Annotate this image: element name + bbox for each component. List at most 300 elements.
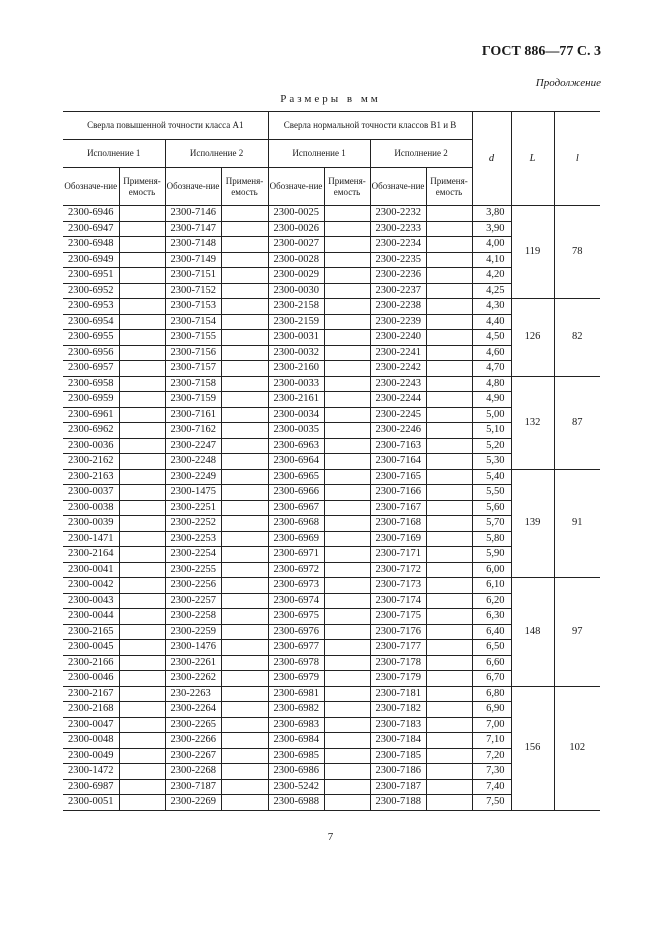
designation-a1-exec2: 2300-2255 (165, 562, 221, 578)
diameter-cell: 7,30 (472, 764, 511, 780)
applicability-cell (221, 764, 268, 780)
applicability-cell (119, 562, 165, 578)
diameter-cell: 6,70 (472, 671, 511, 687)
applicability-cell (324, 469, 370, 485)
designation-a1-exec1: 2300-2163 (63, 469, 119, 485)
length-L-cell: 132 (511, 376, 554, 469)
applicability-cell (324, 779, 370, 795)
table-row (63, 578, 600, 594)
designation-b-exec2: 2300-7184 (370, 733, 426, 749)
length-L-cell: 139 (511, 469, 554, 578)
applicability-cell (119, 764, 165, 780)
diameter-cell: 5,40 (472, 469, 511, 485)
diameter-cell: 6,80 (472, 686, 511, 702)
applicability-cell (221, 547, 268, 563)
length-l-cell: 97 (554, 578, 600, 687)
applicability-cell (119, 779, 165, 795)
applicability-cell (119, 531, 165, 547)
applicability-cell (324, 314, 370, 330)
designation-b-exec1: 2300-6974 (268, 593, 324, 609)
applicability-cell (221, 314, 268, 330)
designation-a1-exec1: 2300-6987 (63, 779, 119, 795)
applicability-cell (324, 795, 370, 811)
applicability-cell (426, 795, 472, 811)
designation-a1-exec2: 2300-2259 (165, 624, 221, 640)
diameter-cell: 7,20 (472, 748, 511, 764)
applicability-cell (119, 299, 165, 315)
diameter-cell: 4,25 (472, 283, 511, 299)
designation-b-exec2: 2300-7174 (370, 593, 426, 609)
designation-b-exec1: 2300-0035 (268, 423, 324, 439)
designation-a1-exec1: 2300-2164 (63, 547, 119, 563)
b-exec1-header: Исполнение 1 (268, 140, 370, 168)
designation-a1-exec1: 2300-6961 (63, 407, 119, 423)
applicability-cell (221, 469, 268, 485)
designation-a1-exec1: 2300-0037 (63, 485, 119, 501)
designation-a1-exec1: 2300-0047 (63, 717, 119, 733)
diameter-cell: 4,90 (472, 392, 511, 408)
applicability-cell (221, 562, 268, 578)
applicability-cell (426, 361, 472, 377)
applicability-cell (221, 252, 268, 268)
diameter-cell: 6,30 (472, 609, 511, 625)
applicability-cell (324, 330, 370, 346)
designation-b-exec2: 2300-7166 (370, 485, 426, 501)
applicability-cell (324, 655, 370, 671)
a1-exec2-header: Исполнение 2 (165, 140, 268, 168)
length-l-cell: 78 (554, 206, 600, 299)
diameter-cell: 5,00 (472, 407, 511, 423)
applicability-cell (426, 562, 472, 578)
applicability-cell (324, 516, 370, 532)
applicability-cell (119, 252, 165, 268)
applicability-cell (324, 748, 370, 764)
designation-a1-exec2: 2300-2247 (165, 438, 221, 454)
designation-b-exec1: 2300-5242 (268, 779, 324, 795)
designation-b-exec2: 2300-7164 (370, 454, 426, 470)
designation-a1-exec1: 2300-6947 (63, 221, 119, 237)
designation-b-exec2: 2300-7176 (370, 624, 426, 640)
applicability-cell (426, 299, 472, 315)
designation-b-exec2: 2300-2246 (370, 423, 426, 439)
designation-a1-exec1: 2300-0036 (63, 438, 119, 454)
applicability-cell (221, 733, 268, 749)
applicability-cell (221, 578, 268, 594)
applicability-cell (221, 686, 268, 702)
applicability-cell (119, 407, 165, 423)
designation-b-exec1: 2300-6966 (268, 485, 324, 501)
applicability-header: Применя-емость (119, 168, 165, 206)
applicability-cell (324, 593, 370, 609)
diameter-cell: 6,60 (472, 655, 511, 671)
designation-a1-exec1: 2300-6958 (63, 376, 119, 392)
designation-b-exec1: 2300-2161 (268, 392, 324, 408)
length-L-cell: 156 (511, 686, 554, 810)
designation-b-exec2: 2300-7187 (370, 779, 426, 795)
applicability-cell (119, 593, 165, 609)
applicability-cell (324, 717, 370, 733)
b-exec2-header: Исполнение 2 (370, 140, 472, 168)
diameter-cell: 5,60 (472, 500, 511, 516)
applicability-cell (221, 485, 268, 501)
designation-a1-exec2: 2300-2269 (165, 795, 221, 811)
designation-b-exec2: 2300-7163 (370, 438, 426, 454)
designation-header: Обозначе-ние (370, 168, 426, 206)
designation-b-exec2: 2300-7173 (370, 578, 426, 594)
applicability-cell (119, 268, 165, 284)
applicability-cell (324, 423, 370, 439)
designation-a1-exec2: 2300-2251 (165, 500, 221, 516)
applicability-cell (324, 733, 370, 749)
diameter-cell: 5,80 (472, 531, 511, 547)
length-l-cell: 91 (554, 469, 600, 578)
designation-a1-exec2: 2300-7151 (165, 268, 221, 284)
designation-a1-exec1: 2300-2167 (63, 686, 119, 702)
applicability-cell (426, 438, 472, 454)
applicability-cell (324, 252, 370, 268)
document-code: ГОСТ 886—77 С. 3 (481, 44, 601, 59)
applicability-cell (119, 624, 165, 640)
designation-b-exec1: 2300-0031 (268, 330, 324, 346)
diameter-cell: 4,20 (472, 268, 511, 284)
diameter-cell: 6,20 (472, 593, 511, 609)
applicability-cell (221, 671, 268, 687)
designation-b-exec1: 2300-0028 (268, 252, 324, 268)
applicability-cell (426, 531, 472, 547)
diameter-cell: 5,90 (472, 547, 511, 563)
designation-a1-exec1: 2300-0041 (63, 562, 119, 578)
designation-header: Обозначе-ние (165, 168, 221, 206)
designation-b-exec1: 2300-0025 (268, 206, 324, 222)
designation-a1-exec2: 2300-2268 (165, 764, 221, 780)
designation-a1-exec1: 2300-6955 (63, 330, 119, 346)
designation-b-exec2: 2300-2232 (370, 206, 426, 222)
designation-b-exec1: 2300-6978 (268, 655, 324, 671)
designation-b-exec1: 2300-0029 (268, 268, 324, 284)
designation-b-exec2: 2300-2238 (370, 299, 426, 315)
applicability-cell (324, 345, 370, 361)
applicability-cell (221, 640, 268, 656)
diameter-cell: 7,50 (472, 795, 511, 811)
designation-a1-exec1: 2300-2162 (63, 454, 119, 470)
applicability-cell (221, 299, 268, 315)
designation-b-exec2: 2300-2236 (370, 268, 426, 284)
designation-b-exec1: 2300-6976 (268, 624, 324, 640)
applicability-cell (426, 252, 472, 268)
applicability-cell (426, 686, 472, 702)
designation-a1-exec1: 2300-6949 (63, 252, 119, 268)
applicability-cell (119, 733, 165, 749)
designation-a1-exec2: 2300-2261 (165, 655, 221, 671)
applicability-cell (119, 206, 165, 222)
applicability-cell (426, 655, 472, 671)
designation-b-exec2: 2300-2234 (370, 237, 426, 253)
diameter-cell: 4,60 (472, 345, 511, 361)
designation-a1-exec1: 2300-0046 (63, 671, 119, 687)
designation-b-exec2: 2300-2242 (370, 361, 426, 377)
designation-a1-exec2: 2300-7158 (165, 376, 221, 392)
designation-b-exec2: 2300-7178 (370, 655, 426, 671)
designation-b-exec2: 2300-2239 (370, 314, 426, 330)
designation-b-exec1: 2300-6972 (268, 562, 324, 578)
designation-a1-exec1: 2300-0044 (63, 609, 119, 625)
applicability-cell (324, 485, 370, 501)
designation-a1-exec1: 2300-0038 (63, 500, 119, 516)
designation-a1-exec2: 2300-7148 (165, 237, 221, 253)
applicability-cell (119, 671, 165, 687)
designation-a1-exec2: 2300-7162 (165, 423, 221, 439)
applicability-header: Применя-емость (221, 168, 268, 206)
applicability-cell (119, 438, 165, 454)
designation-b-exec1: 2300-6964 (268, 454, 324, 470)
designation-a1-exec1: 2300-6962 (63, 423, 119, 439)
applicability-cell (324, 268, 370, 284)
diameter-cell: 6,40 (472, 624, 511, 640)
designation-a1-exec2: 2300-2248 (165, 454, 221, 470)
applicability-cell (426, 624, 472, 640)
designation-b-exec2: 2300-7172 (370, 562, 426, 578)
diameter-cell: 7,40 (472, 779, 511, 795)
applicability-cell (221, 748, 268, 764)
diameter-cell: 3,80 (472, 206, 511, 222)
applicability-cell (119, 283, 165, 299)
diameter-cell: 6,00 (472, 562, 511, 578)
applicability-cell (324, 547, 370, 563)
designation-b-exec1: 2300-0032 (268, 345, 324, 361)
designation-b-exec2: 2300-2240 (370, 330, 426, 346)
designation-a1-exec1: 2300-0042 (63, 578, 119, 594)
page-number: 7 (327, 831, 334, 843)
designation-header: Обозначе-ние (268, 168, 324, 206)
applicability-cell (324, 624, 370, 640)
applicability-cell (119, 516, 165, 532)
designation-a1-exec1: 2300-6956 (63, 345, 119, 361)
applicability-cell (324, 686, 370, 702)
applicability-cell (426, 733, 472, 749)
designation-a1-exec1: 2300-1471 (63, 531, 119, 547)
designation-a1-exec1: 2300-2166 (63, 655, 119, 671)
diameter-cell: 5,70 (472, 516, 511, 532)
length-L-cell: 148 (511, 578, 554, 687)
applicability-cell (324, 702, 370, 718)
designation-a1-exec1: 2300-0049 (63, 748, 119, 764)
applicability-cell (221, 593, 268, 609)
diameter-cell: 7,00 (472, 717, 511, 733)
applicability-cell (119, 330, 165, 346)
table-row (63, 376, 600, 392)
applicability-cell (119, 609, 165, 625)
diameter-cell: 4,50 (472, 330, 511, 346)
designation-a1-exec2: 2300-7157 (165, 361, 221, 377)
designation-b-exec1: 2300-6984 (268, 733, 324, 749)
applicability-cell (324, 407, 370, 423)
applicability-cell (426, 547, 472, 563)
applicability-cell (221, 361, 268, 377)
applicability-cell (324, 299, 370, 315)
designation-a1-exec1: 2300-6946 (63, 206, 119, 222)
designation-a1-exec2: 2300-2257 (165, 593, 221, 609)
applicability-cell (426, 283, 472, 299)
applicability-cell (119, 640, 165, 656)
applicability-cell (426, 764, 472, 780)
designation-b-exec1: 2300-6968 (268, 516, 324, 532)
designation-b-exec1: 2300-6981 (268, 686, 324, 702)
designation-b-exec1: 2300-6971 (268, 547, 324, 563)
designation-a1-exec1: 2300-1472 (63, 764, 119, 780)
applicability-cell (119, 702, 165, 718)
designation-a1-exec2: 2300-2258 (165, 609, 221, 625)
designation-a1-exec1: 2300-0048 (63, 733, 119, 749)
designation-a1-exec1: 2300-6951 (63, 268, 119, 284)
applicability-cell (324, 237, 370, 253)
d-header: d (472, 112, 511, 206)
l-header: l (554, 112, 600, 206)
diameter-cell: 6,50 (472, 640, 511, 656)
designation-b-exec2: 2300-2245 (370, 407, 426, 423)
designation-b-exec1: 2300-0030 (268, 283, 324, 299)
diameter-cell: 4,80 (472, 376, 511, 392)
applicability-cell (426, 500, 472, 516)
designation-b-exec2: 2300-7188 (370, 795, 426, 811)
diameter-cell: 5,20 (472, 438, 511, 454)
applicability-cell (426, 717, 472, 733)
applicability-cell (221, 268, 268, 284)
applicability-cell (119, 345, 165, 361)
table-row (63, 469, 600, 485)
designation-b-exec1: 2300-6985 (268, 748, 324, 764)
applicability-cell (426, 376, 472, 392)
applicability-cell (119, 361, 165, 377)
designation-a1-exec2: 2300-7147 (165, 221, 221, 237)
diameter-cell: 4,70 (472, 361, 511, 377)
applicability-cell (426, 221, 472, 237)
designation-b-exec2: 2300-7177 (370, 640, 426, 656)
designation-b-exec2: 2300-2235 (370, 252, 426, 268)
applicability-cell (426, 748, 472, 764)
applicability-cell (119, 686, 165, 702)
length-l-cell: 87 (554, 376, 600, 469)
applicability-cell (426, 640, 472, 656)
designation-a1-exec1: 2300-6959 (63, 392, 119, 408)
applicability-cell (119, 237, 165, 253)
designation-a1-exec2: 2300-2262 (165, 671, 221, 687)
applicability-cell (426, 330, 472, 346)
diameter-cell: 3,90 (472, 221, 511, 237)
applicability-cell (119, 547, 165, 563)
applicability-cell (324, 764, 370, 780)
designation-b-exec2: 2300-2244 (370, 392, 426, 408)
designation-b-exec2: 2300-7171 (370, 547, 426, 563)
applicability-header: Применя-емость (426, 168, 472, 206)
applicability-cell (324, 221, 370, 237)
applicability-cell (221, 717, 268, 733)
applicability-cell (119, 717, 165, 733)
applicability-cell (426, 314, 472, 330)
applicability-cell (119, 314, 165, 330)
L-header: L (511, 112, 554, 206)
applicability-cell (221, 702, 268, 718)
applicability-cell (221, 283, 268, 299)
designation-b-exec1: 2300-6979 (268, 671, 324, 687)
diameter-cell: 7,10 (472, 733, 511, 749)
designation-b-exec2: 2300-2241 (370, 345, 426, 361)
designation-b-exec2: 2300-7179 (370, 671, 426, 687)
designation-b-exec2: 2300-7165 (370, 469, 426, 485)
diameter-cell: 5,30 (472, 454, 511, 470)
table-row (63, 206, 600, 222)
length-l-cell: 82 (554, 299, 600, 377)
designation-b-exec2: 2300-7175 (370, 609, 426, 625)
applicability-cell (426, 237, 472, 253)
designation-b-exec1: 2300-0034 (268, 407, 324, 423)
applicability-cell (221, 237, 268, 253)
designation-b-exec1: 2300-6983 (268, 717, 324, 733)
applicability-cell (119, 423, 165, 439)
applicability-cell (221, 345, 268, 361)
designation-a1-exec2: 2300-7152 (165, 283, 221, 299)
applicability-cell (324, 562, 370, 578)
designation-b-exec1: 2300-6986 (268, 764, 324, 780)
applicability-cell (426, 578, 472, 594)
designation-a1-exec1: 2300-6952 (63, 283, 119, 299)
designation-a1-exec2: 2300-7187 (165, 779, 221, 795)
designation-a1-exec2: 2300-7154 (165, 314, 221, 330)
table-row (63, 299, 600, 315)
designation-b-exec2: 2300-7185 (370, 748, 426, 764)
applicability-cell (119, 500, 165, 516)
designation-b-exec2: 2300-2243 (370, 376, 426, 392)
designation-a1-exec2: 2300-7155 (165, 330, 221, 346)
designation-b-exec1: 2300-6988 (268, 795, 324, 811)
table-body (63, 206, 600, 811)
continuation-label: Продолжение (535, 77, 601, 89)
designation-a1-exec2: 2300-7149 (165, 252, 221, 268)
designation-b-exec1: 2300-6965 (268, 469, 324, 485)
drill-dimensions-table (63, 111, 600, 811)
designation-a1-exec2: 2300-2266 (165, 733, 221, 749)
applicability-cell (221, 330, 268, 346)
applicability-cell (119, 454, 165, 470)
designation-b-exec1: 2300-0027 (268, 237, 324, 253)
diameter-cell: 6,90 (472, 702, 511, 718)
applicability-cell (119, 655, 165, 671)
applicability-cell (324, 376, 370, 392)
designation-a1-exec2: 2300-7153 (165, 299, 221, 315)
applicability-cell (221, 516, 268, 532)
designation-a1-exec2: 2300-2254 (165, 547, 221, 563)
applicability-cell (119, 469, 165, 485)
designation-b-exec1: 2300-6969 (268, 531, 324, 547)
applicability-cell (221, 779, 268, 795)
applicability-cell (119, 221, 165, 237)
designation-a1-exec2: 2300-2264 (165, 702, 221, 718)
designation-a1-exec1: 2300-6954 (63, 314, 119, 330)
applicability-cell (324, 454, 370, 470)
designation-a1-exec1: 2300-2168 (63, 702, 119, 718)
designation-a1-exec2: 2300-2249 (165, 469, 221, 485)
designation-a1-exec2: 2300-2265 (165, 717, 221, 733)
applicability-cell (426, 454, 472, 470)
designation-a1-exec1: 2300-6948 (63, 237, 119, 253)
designation-a1-exec2: 2300-7146 (165, 206, 221, 222)
applicability-cell (119, 748, 165, 764)
designation-b-exec1: 2300-2160 (268, 361, 324, 377)
applicability-cell (426, 702, 472, 718)
applicability-cell (324, 283, 370, 299)
designation-a1-exec2: 2300-2253 (165, 531, 221, 547)
applicability-cell (324, 500, 370, 516)
applicability-cell (324, 640, 370, 656)
